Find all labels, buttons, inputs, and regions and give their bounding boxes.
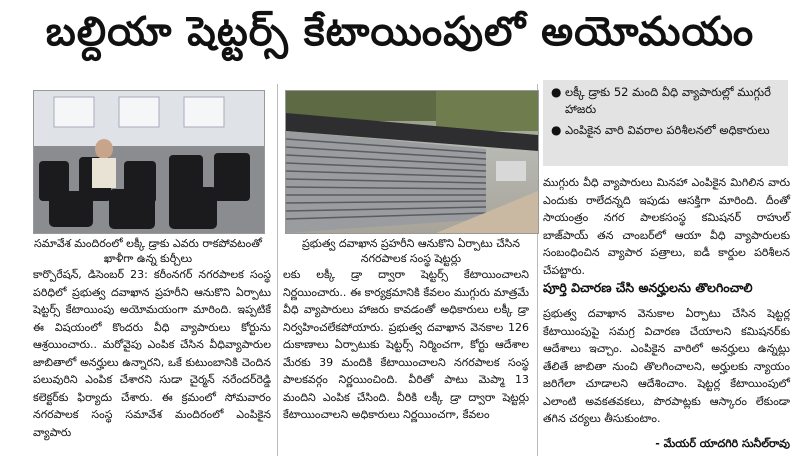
bullet-icon: ● — [551, 123, 562, 137]
highlight-item — [551, 84, 780, 118]
bullet-icon: ● — [551, 85, 562, 99]
column-divider — [277, 84, 278, 456]
chairs-illustration — [34, 91, 264, 233]
article-column-3: ముగ్గురు వీధి వ్యాపారులు మినహా ఎంపికైన మిగిలిన వారు ఎందుకు రాలేదన్నది ఇపుడు ఆసక్తిగా మారింది. దీంతో సాయంత్రం నగర పాలకసంస్థ కమిషనర్ రాహుల్ బాజ్‌పాయ్ తన చాంబర్‌లో ఆయా వీధి వ్యాపారులకు సంబంధించిన వ్యాపార పత్రాలు, ఐడీ కార్డుల పరిశీలన చేపట్టారు. — [543, 176, 790, 277]
photo-empty-chairs — [33, 90, 265, 234]
photo-shutters — [285, 90, 539, 234]
mayor-quote: ప్రభుత్వ దవాఖాన వెనుకాల ఏర్పాటు చేసిన షెట్టర్ల కేటాయింపుపై సమగ్ర విచారణ చేయాలని కమిషనర్‌కు ఆదేశాలు ఇచ్చాం. ఎంపికైన వారిలో అనర్హులు ఉన్నట్లు తేలితే జాబితా నుంచి తొలగించాలని, అర్హులకు న్యాయం జరిగేలా చూడాలని ఆదేశించాం. షెట్టర్ల కేటాయింపులో ఎలాంటి అవకతవకలు, పొరపాట్లకు ఆస్కారం లేకుండా తగిన చర్యలు తీసుకుంటాం. — [543, 307, 790, 425]
photo-caption: ప్రభుత్వ దవాఖాన ప్రహరీని ఆనుకొని ఏర్పాటు చేసిన నగరపాలక సంస్థ షెట్టర్లు — [301, 237, 520, 265]
highlight-item — [551, 122, 780, 139]
subheading: పూర్తి విచారణ చేసి అనర్హులను తొలగించాలి — [543, 280, 753, 295]
byline: - మేయర్ యాదగిరి సునీల్‌రావు — [655, 437, 790, 450]
headline: బల్దియా షెట్టర్స్ కేటాయింపులో అయోమయం — [45, 9, 755, 55]
highlights-box — [543, 80, 788, 166]
highlight-text: లక్కీ డ్రాకు 52 మంది వీధి వ్యాపారుల్లో ముగ్గురే హాజరు — [565, 85, 771, 116]
shutters-illustration — [286, 91, 538, 233]
article-column-2: లకు లక్కీ డ్రా ద్వారా షెట్టర్స్ కేటాయించాలని నిర్ణయించారు.. ఈ కార్యక్రమానికి కేవలం ముగ్గురు మాత్రమే వీధి వ్యాపారులు హాజరు కావడంతో అధికారులు లక్కీ డ్రా నిర్వహించలేకపోయారు. ప్రభుత్వ దవాఖాన వెనకాల 126 దుకాణాలు ఏర్పాటుకు షెట్టర్స్ నిర్మించగా, కోర్టు ఆదేశాల మేరకు 39 మందికి కేటాయించాలని నగరపాలక సంస్థ పాలకవర్గం నిర్ణయించింది. వీరితో పాటు మెప్మా 13 మందిని ఎంపిక చేసింది. వీరికి లక్కీ డ్రా ద్వారా షెట్టర్లు కేటాయించాలని అధికారులు నిర్ణయించగా, కేవలం — [283, 268, 529, 421]
photo-caption: సమావేశ మందిరంలో లక్కీ డ్రాకు ఎవరు రాకపోవటంతో ఖాళీగా ఉన్న కుర్చీలు — [34, 237, 262, 265]
highlight-text: ఎంపికైన వారి వివరాల పరిశీలనలో అధికారులు — [565, 123, 770, 137]
article-column-1: కార్పొరేషన్, డిసెంబర్ 23: కరీంనగర్ నగరపాలక సంస్థ పరిధిలో ప్రభుత్వ దవాఖాన ప్రహరీని ఆనుకొని ఏర్పాటు షెట్టర్స్ కేటాయింపు అయోమయంగా మారింది. ఇప్పటికే ఈ విషయంలో కొందరు వీధి వ్యాపారులు కోర్టును ఆశ్రయించారు.. మరోవైపు ఎంపిక చేసిన వీధివ్యాపారుల జాబితాలో అనర్హులు ఉన్నారని, ఒకే కుటుంబానికి చెందిన పలువురిని ఎంపిక చేశారని సుడా చైర్మన్ నరేందర్‌రెడ్డి కలెక్టర్‌కు ఫిర్యాదు చేశారు. ఈ క్రమంలో సోమవారం నగరపాలక సంస్థ సమావేశ మందిరంలో ఎంపికైన వ్యాపారు — [33, 268, 271, 439]
